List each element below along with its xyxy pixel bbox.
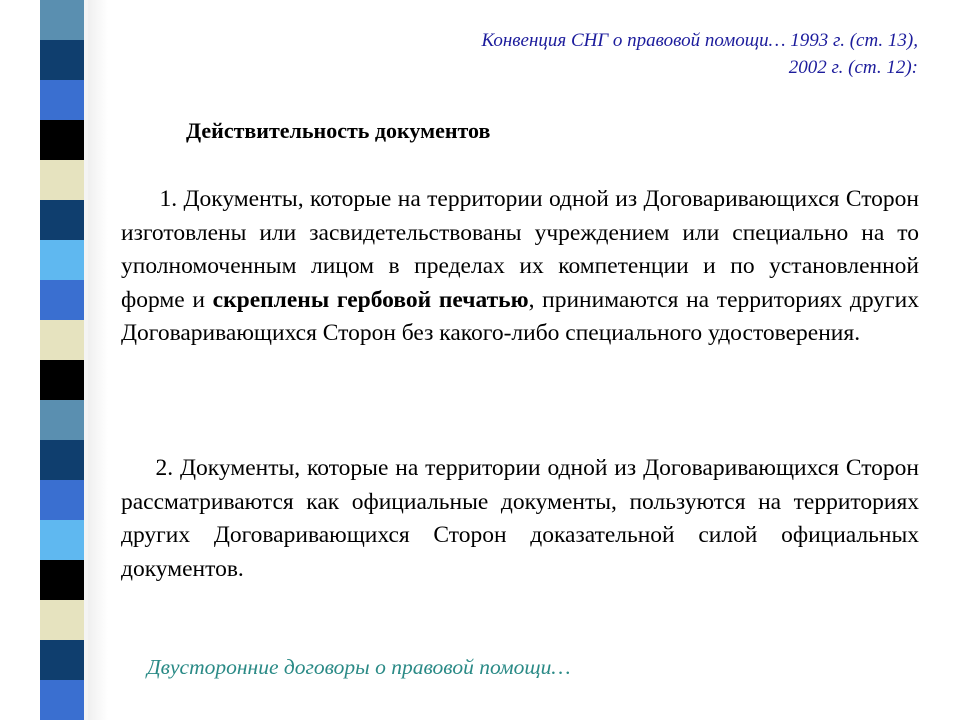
stripe-shadow [84, 0, 108, 720]
paragraph-1-bold-text: скреплены гербовой печатью [212, 286, 529, 313]
stripe-band [40, 40, 84, 81]
stripe-band [40, 160, 84, 201]
paragraph-1 [121, 183, 919, 351]
stripe-band [40, 560, 84, 601]
stripe-band [40, 120, 84, 161]
stripe-band [40, 440, 84, 481]
stripe-band [40, 360, 84, 401]
stripe-band [40, 200, 84, 241]
stripe-band [40, 400, 84, 441]
stripe-band [40, 520, 84, 561]
paragraph-2-text: 2. Документы, которые на территории одной из Договаривающихся Сторон рассматриваются как официальные документы, пользуются на территориях других Договаривающихся Сторон доказательной силой официальных документов. [121, 455, 919, 582]
stripe-band [40, 240, 84, 281]
header-line-2: 2002 г. (ст. 12): [788, 57, 918, 78]
stripe-band [40, 640, 84, 681]
header-line-1: Конвенция СНГ о правовой помощи… 1993 г. (ст. 13), [481, 30, 918, 51]
stripe-band [40, 80, 84, 121]
slide-header [318, 27, 918, 81]
paragraph-1-text-after: , принимаются на территориях других Договаривающихся Сторон без какого-либо специального удостоверения. [121, 286, 919, 346]
stripe-band [40, 680, 84, 720]
stripe-band [40, 480, 84, 521]
stripe-band [40, 0, 84, 41]
paragraph-2 [121, 452, 919, 586]
decorative-stripe [40, 0, 84, 720]
bilateral-treaties-link[interactable]: Двусторонние договоры о правовой помощи… [147, 655, 571, 679]
stripe-band [40, 320, 84, 361]
stripe-band [40, 280, 84, 321]
stripe-band [40, 600, 84, 641]
slide-title: Действительность документов [186, 118, 491, 143]
paragraph-1-text-before: 1. Документы, которые на территории одной из Договаривающихся Сторон изготовлены или засвидетельствованы учреждением или специально на то уполномоченным лицом в пределах их компетенции и по установленной форме и [121, 186, 919, 313]
